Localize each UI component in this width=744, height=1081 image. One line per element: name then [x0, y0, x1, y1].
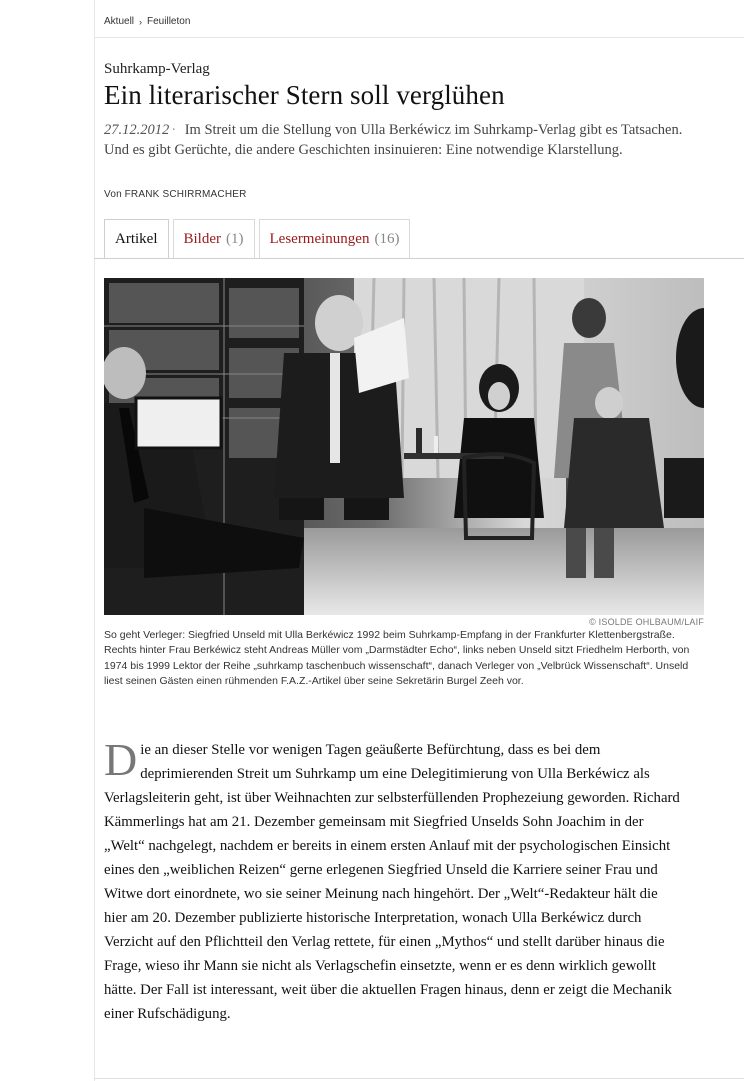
- tab-artikel-label: Artikel: [115, 231, 158, 247]
- photo-credit: © ISOLDE OHLBAUM/LAIF: [589, 617, 704, 627]
- photo-caption: So geht Verleger: Siegfried Unseld mit Ulla Berkéwicz 1992 beim Suhrkamp-Empfang in der Frankfurter Klettenbergstraße. Rechts hinter Frau Berkéwicz steht Andreas Müller vom „Darmstädter Echo“, links neben Unseld sitzt Friedhelm Herborth, von 1974 bis 1999 Lektor der Reihe „suhrkamp taschenbuch wissenschaft“, danach Verleger von „Velbrück Wissenschaft“. Unseld liest seinen Gästen einen rühmenden F.A.Z.-Artikel über seine Sekretärin Burgel Zeeh vor.: [104, 629, 690, 688]
- article-kicker: Suhrkamp-Verlag: [104, 61, 210, 77]
- breadcrumb-item-feuilleton[interactable]: Feuilleton: [147, 16, 191, 27]
- article-teaser: [104, 120, 694, 160]
- article-headline: Ein literarischer Stern soll verglühen: [104, 80, 505, 110]
- tab-bilder[interactable]: [173, 219, 255, 258]
- byline-prefix: Von: [104, 189, 122, 200]
- breadcrumb: [104, 16, 190, 27]
- article-body: [104, 734, 684, 1026]
- tabs-divider: [94, 258, 744, 259]
- separator-dot: ·: [171, 122, 177, 138]
- article-photo[interactable]: [104, 278, 704, 615]
- tab-bilder-count: (1): [226, 230, 244, 247]
- chevron-right-icon: ›: [139, 16, 143, 27]
- article-body-text: ie an dieser Stelle vor wenigen Tagen geäußerte Befürchtung, dass es bei dem deprimierenden Streit um Suhrkamp um eine Delegitimierung von Ulla Berkéwicz als Verlagsleiterin geht, ist über Weihnachten zur selbsterfüllenden Prophezeiung geworden. Richard Kämmerlings hat am 21. Dezember gemeinsam mit Siegfried Unselds Sohn Joachim in der „Welt“ nachgelegt, nachdem er bereits in einem ersten Anlauf mit der psychologischen Einsicht eines den „weiblichen Reizen“ gerne erlegenen Siegfried Unseld die Karriere seiner Frau und Witwe dort einordnete, wo sie seiner Meinung nach hingehört. Der „Welt“-Redakteur hält die hier am 20. Dezember publizierte historische Interpretation, wonach Ulla Berkéwicz durch Verzicht auf den Pflichtteil den Verlag rettete, für einen „Mythos“ und stellt darüber hinaus die Frage, wieso ihr Mann sie nicht als Verlagschefin einsetzte, wenn er es denn wirklich gewollt hätte. Der Fall ist interessant, weit über die aktuellen Fragen hinaus, denn er zeigt die Mechanik einer Rufschädigung.: [104, 742, 680, 1022]
- article-tabs: [104, 219, 414, 258]
- tab-bilder-label: Bilder: [183, 230, 221, 247]
- tab-lesermeinungen-count: (16): [374, 230, 400, 247]
- left-rule: [94, 0, 95, 1081]
- article-teaser-text: Im Streit um die Stellung von Ulla Berkéwicz im Suhrkamp-Verlag gibt es Tatsachen. Und es gibt Gerüchte, die andere Geschichten insinuieren: Eine notwendige Klarstellung.: [104, 122, 683, 158]
- article-date: 27.12.2012: [104, 122, 170, 138]
- breadcrumb-item-aktuell[interactable]: Aktuell: [104, 16, 135, 27]
- tab-lesermeinungen-label: Lesermeinungen: [269, 230, 370, 247]
- tab-artikel[interactable]: [104, 219, 169, 259]
- article-byline: [104, 189, 247, 200]
- bottom-divider: [94, 1078, 744, 1079]
- tab-lesermeinungen[interactable]: [259, 219, 411, 258]
- author-name[interactable]: FRANK SCHIRRMACHER: [124, 189, 247, 200]
- drop-cap: D: [104, 734, 138, 785]
- breadcrumb-divider: [94, 37, 744, 38]
